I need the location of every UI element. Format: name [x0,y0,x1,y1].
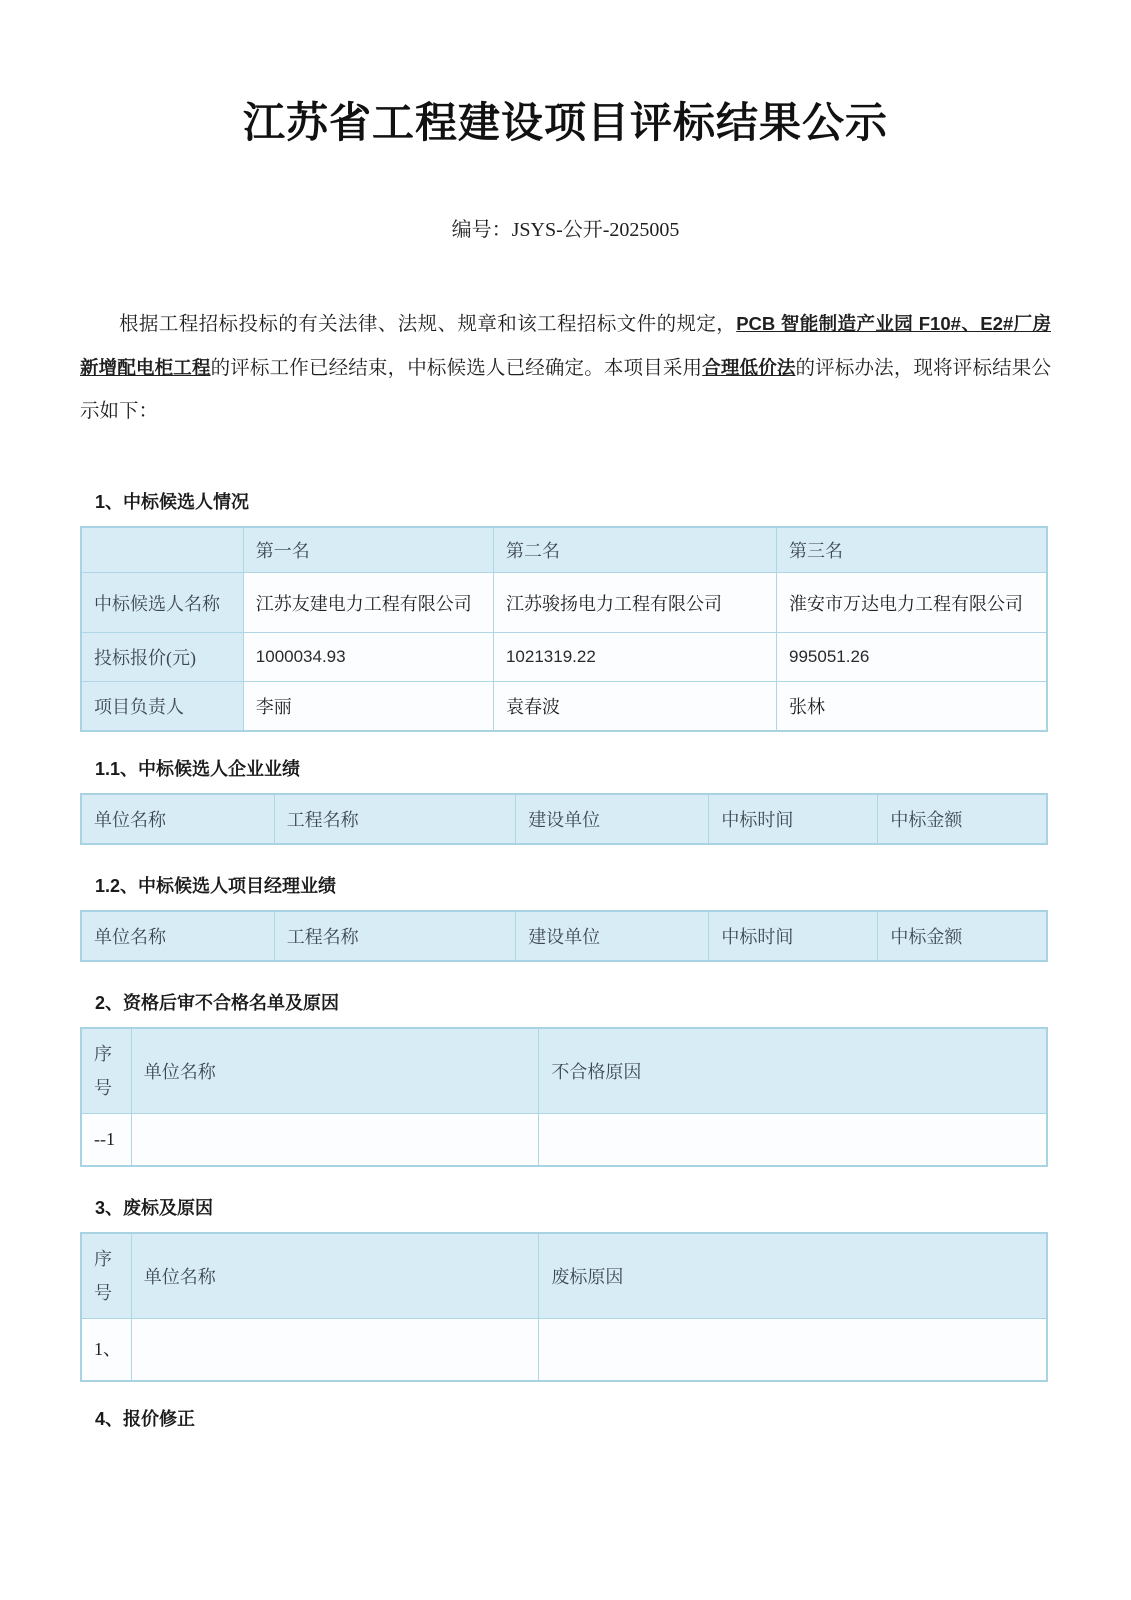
column-header-third-place: 第三名 [777,527,1048,573]
seq-no-cell: 1、 [81,1319,131,1381]
enterprise-performance-header-row [81,794,1047,844]
column-header-award-amount: 中标金额 [878,911,1047,961]
column-header-award-time: 中标时间 [709,911,878,961]
rejected-row-1 [81,1319,1047,1381]
column-header-reject-reason: 废标原因 [539,1233,1047,1319]
disqualified-row-1 [81,1114,1047,1166]
bid-price-3: 995051.26 [777,633,1048,682]
project-manager-row [81,682,1047,731]
intro-paragraph [80,302,1051,433]
section-2-heading: 2、资格后审不合格名单及原因 [95,992,340,1013]
column-header-award-amount: 中标金额 [878,794,1047,844]
column-header-project-name: 工程名称 [274,794,516,844]
row-label: 中标候选人名称 [81,573,243,633]
column-header-construction-unit: 建设单位 [516,794,709,844]
candidate-name-3: 淮安市万达电力工程有限公司 [777,573,1048,633]
column-header-first-place: 第一名 [243,527,493,573]
project-manager-2: 袁春波 [493,682,776,731]
column-header-second-place: 第二名 [493,527,776,573]
candidate-name-row [81,573,1047,633]
project-manager-1: 李丽 [243,682,493,731]
row-label: 项目负责人 [81,682,243,731]
column-header-disqualify-reason: 不合格原因 [539,1028,1047,1114]
manager-performance-header-row [81,911,1047,961]
column-header-award-time: 中标时间 [709,794,878,844]
unit-name-cell [131,1319,539,1381]
bid-price-2: 1021319.22 [493,633,776,682]
section-4-heading: 4、报价修正 [95,1408,196,1429]
manager-performance-table [80,910,1048,962]
section-3-heading: 3、废标及原因 [95,1197,214,1218]
evaluation-method-emphasis: 合理低价法 [702,356,796,378]
unit-name-cell [131,1114,539,1166]
candidates-header-row [81,527,1047,573]
column-header-unit-name: 单位名称 [131,1028,539,1114]
column-header-unit-name: 单位名称 [81,794,274,844]
rejected-header-row [81,1233,1047,1319]
column-header-seq-no: 序号 [81,1028,131,1114]
document-body [80,302,1051,1430]
intro-text-1: 根据工程招标投标的有关法律、法规、规章和该工程招标文件的规定， [119,313,737,335]
row-label: 投标报价(元) [81,633,243,682]
bid-price-row [81,633,1047,682]
section-1-1-heading: 1.1、中标候选人企业业绩 [95,758,301,779]
section-1-heading: 1、中标候选人情况 [95,491,250,512]
bid-price-1: 1000034.93 [243,633,493,682]
column-header-unit-name: 单位名称 [131,1233,539,1319]
reason-cell [539,1319,1047,1381]
column-header-project-name: 工程名称 [274,911,516,961]
seq-no-cell: --1 [81,1114,131,1166]
candidate-name-1: 江苏友建电力工程有限公司 [243,573,493,633]
rejected-bids-table [80,1232,1048,1382]
document-title: 江苏省工程建设项目评标结果公示 [242,101,888,147]
column-header-unit-name: 单位名称 [81,911,274,961]
disqualified-table [80,1027,1048,1167]
candidate-name-2: 江苏骏扬电力工程有限公司 [493,573,776,633]
disqualified-header-row [81,1028,1047,1114]
section-1-2-heading: 1.2、中标候选人项目经理业绩 [95,875,337,896]
corner-cell [81,527,243,573]
project-name-emphasis: PCB 智能制造产业园 F10#、E2#厂房新增配电柜工程 [80,312,1051,378]
doc-number: 编号：JSYS-公开-2025005 [451,218,680,241]
project-manager-3: 张林 [777,682,1048,731]
column-header-construction-unit: 建设单位 [516,911,709,961]
column-header-seq-no: 序号 [81,1233,131,1319]
candidates-table [80,526,1048,732]
reason-cell [539,1114,1047,1166]
enterprise-performance-table [80,793,1048,845]
intro-text-3: 的评标办法，现将评标结果公示如下： [80,357,1051,422]
intro-text-2: 的评标工作已经结束，中标候选人已经确定。本项目采用 [210,357,703,379]
